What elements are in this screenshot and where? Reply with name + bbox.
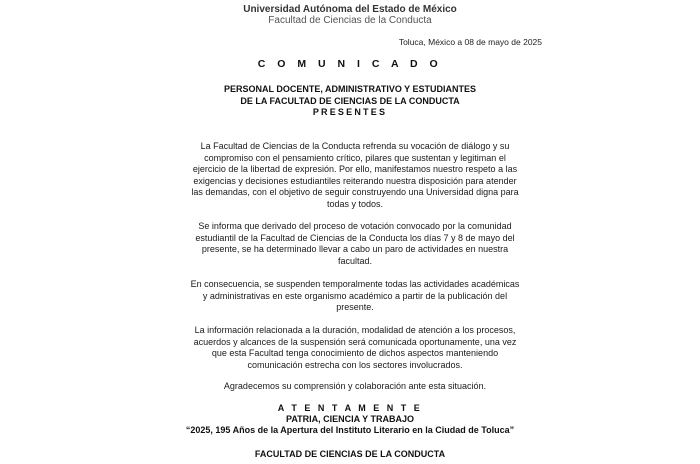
motto: PATRIA, CIENCIA Y TRABAJO xyxy=(285,414,414,425)
addressee-line-2: DE LA FACULTAD DE CIENCIAS DE LA CONDUCTA xyxy=(240,95,460,106)
faculty-name: Facultad de Ciencias de la Conducta xyxy=(268,15,432,26)
closing-block xyxy=(0,403,700,437)
atentamente: A T E N T A M E N T E xyxy=(277,403,423,413)
paragraph-5: Agradecemos su comprensión y colaboración ante esta situación. xyxy=(223,381,487,391)
paragraph-2: Se informa que derivado del proceso de votación convocado por la comunidad estudiantil de la Facultad de Ciencias de la Conducta los días 7 y 8 de mayo del presente, se ha determinado llevar a cabo un paro de actividades en nuestra facultad. xyxy=(195,221,515,266)
document-title: C O M U N I C A D O xyxy=(257,58,443,70)
signature-faculty: FACULTAD DE CIENCIAS DE LA CONDUCTA xyxy=(254,449,446,459)
addressee-line-3: PRESENTES xyxy=(312,107,388,117)
paragraph-4: La información relacionada a la duración, modalidad de atención a los procesos, acuerdos y alcances de la suspensión será comunicada oportunamente, una vez que esta Facultad tenga conocimiento de dichos aspectos manteniendo comunicación estrecha con los sectores involucrados. xyxy=(193,325,517,370)
year-slogan: “2025, 195 Años de la Apertura del Instituto Literario en la Ciudad de Toluca” xyxy=(185,425,515,436)
date-line: Toluca, México a 08 de mayo de 2025 xyxy=(398,37,542,47)
addressee-line-1: PERSONAL DOCENTE, ADMINISTRATIVO Y ESTUDIANTES xyxy=(223,84,477,94)
paragraph-3: En consecuencia, se suspenden temporalmente todas las actividades académicas y administrativas en este organismo académico a partir de la publicación del presente. xyxy=(190,279,520,313)
letterhead xyxy=(0,4,700,26)
paragraph-1: La Facultad de Ciencias de la Conducta refrenda su vocación de diálogo y su compromiso con el pensamiento crítico, pilares que sustentan y legitiman el ejercicio de la libertad de expresión. Por ello, manifestamos nuestro respeto a las exigencias y decisiones estudiantiles reiterando nuestra disposición para atender las demandas, con el objetivo de seguir construyendo una Universidad digna para todas y todos. xyxy=(191,141,519,209)
university-name: Universidad Autónoma del Estado de México xyxy=(243,4,457,15)
addressee-block xyxy=(0,84,700,119)
